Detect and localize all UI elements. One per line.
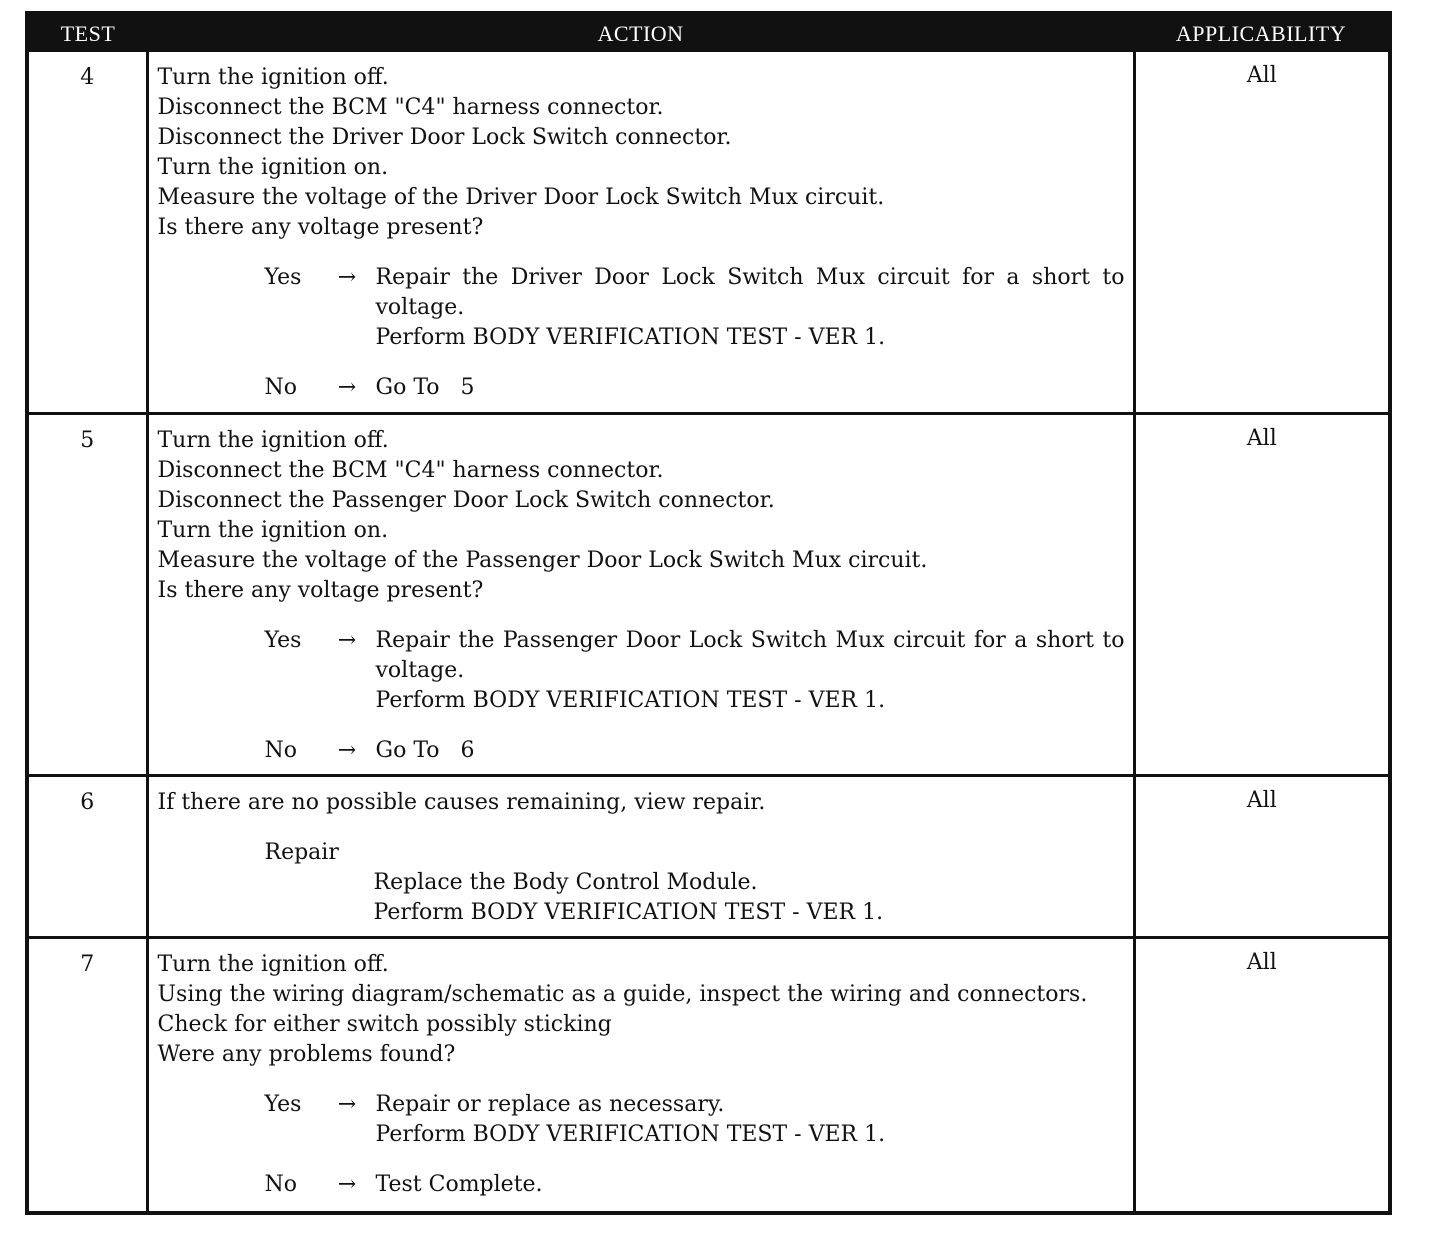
test-number: 4: [29, 52, 147, 413]
step-text: Turn the ignition off.: [157, 65, 389, 90]
applicability-cell: All: [1134, 937, 1388, 1211]
table-row: [29, 413, 1388, 775]
repair-lines: [374, 868, 1125, 928]
action-cell: [147, 52, 1134, 413]
no-label: No: [264, 1171, 297, 1197]
step-text: Using the wiring diagram/schematic as a guide, inspect the wiring and connectors.: [157, 981, 1088, 1007]
step-text: Measure the voltage of the Driver Door Lock Switch Mux circuit.: [157, 185, 885, 210]
yes-outcome: [158, 1090, 1125, 1150]
header-action: ACTION: [147, 15, 1134, 52]
header-applicability: APPLICABILITY: [1134, 15, 1388, 52]
step-text: Disconnect the BCM "C4" harness connector.: [157, 457, 664, 483]
arrow-icon: →: [337, 1171, 357, 1197]
repair-block: [158, 838, 1125, 928]
outcomes: [158, 263, 1125, 403]
arrow-icon: →: [337, 737, 357, 763]
yes-outcome: [158, 263, 1125, 353]
test-number: 5: [29, 413, 147, 775]
outcomes: [158, 1090, 1125, 1200]
arrow-icon: →: [337, 265, 357, 290]
action-cell: [147, 937, 1134, 1211]
step-text: Turn the ignition on.: [157, 155, 389, 180]
diagnostic-test-table: [25, 11, 1392, 1215]
no-outcome: [158, 1170, 1125, 1200]
repair-line: Perform BODY VERIFICATION TEST - VER 1.: [373, 899, 884, 925]
step-text: Disconnect the Driver Door Lock Switch connector.: [157, 125, 732, 150]
step-text: Turn the ignition off.: [157, 427, 389, 453]
header-row: [29, 15, 1388, 52]
step-text: Is there any voltage present?: [157, 577, 484, 603]
applicability-cell: All: [1134, 413, 1388, 775]
yes-label: Yes: [264, 1091, 302, 1117]
no-outcome: [158, 736, 1125, 766]
repair-line: Replace the Body Control Module.: [373, 869, 758, 895]
table-row: [29, 937, 1388, 1211]
step-text: Is there any voltage present?: [157, 215, 484, 240]
yes-line: Repair the Driver Door Lock Switch Mux circuit for a short to voltage.: [375, 265, 1125, 320]
test-number: 6: [29, 775, 147, 937]
action-cell: [147, 775, 1134, 937]
yes-outcome: [158, 626, 1125, 716]
step-text: Were any problems found?: [157, 1041, 456, 1067]
yes-line: Repair the Passenger Door Lock Switch Mux circuit for a short to voltage.: [375, 627, 1125, 683]
step-text: Turn the ignition off.: [157, 951, 389, 977]
no-label: No: [264, 737, 297, 763]
no-text: Go To 6: [375, 737, 475, 763]
yes-label: Yes: [264, 265, 302, 290]
action-cell: [147, 413, 1134, 775]
step-text: Disconnect the BCM "C4" harness connector.: [157, 95, 664, 120]
table-row: [29, 52, 1388, 413]
no-text: Go To 5: [375, 375, 475, 400]
step-text: Measure the voltage of the Passenger Door Lock Switch Mux circuit.: [157, 547, 928, 573]
test-number: 7: [29, 937, 147, 1211]
header-test: TEST: [29, 15, 147, 52]
yes-line: Perform BODY VERIFICATION TEST - VER 1.: [375, 687, 886, 713]
yes-text: [376, 626, 1125, 716]
arrow-icon: →: [337, 627, 357, 653]
arrow-icon: →: [337, 375, 357, 400]
yes-line: Repair or replace as necessary.: [375, 1091, 725, 1117]
yes-line: Perform BODY VERIFICATION TEST - VER 1.: [375, 1121, 886, 1147]
yes-text: [376, 1090, 1125, 1150]
no-text: Test Complete.: [375, 1171, 543, 1197]
yes-label: Yes: [264, 627, 302, 653]
applicability-cell: All: [1134, 52, 1388, 413]
yes-line: Perform BODY VERIFICATION TEST - VER 1.: [375, 325, 886, 350]
step-text: Turn the ignition on.: [157, 517, 389, 543]
step-text: If there are no possible causes remaining, view repair.: [157, 789, 766, 815]
step-text: Check for either switch possibly sticking: [157, 1011, 612, 1037]
table-row: [29, 775, 1388, 937]
repair-label: Repair: [264, 839, 339, 865]
applicability-cell: All: [1134, 775, 1388, 937]
step-text: Disconnect the Passenger Door Lock Switch connector.: [157, 487, 775, 513]
arrow-icon: →: [337, 1091, 357, 1117]
outcomes: [158, 626, 1125, 766]
no-outcome: [158, 373, 1125, 403]
no-label: No: [264, 375, 297, 400]
yes-text: [376, 263, 1125, 353]
test-table: [29, 15, 1388, 1211]
